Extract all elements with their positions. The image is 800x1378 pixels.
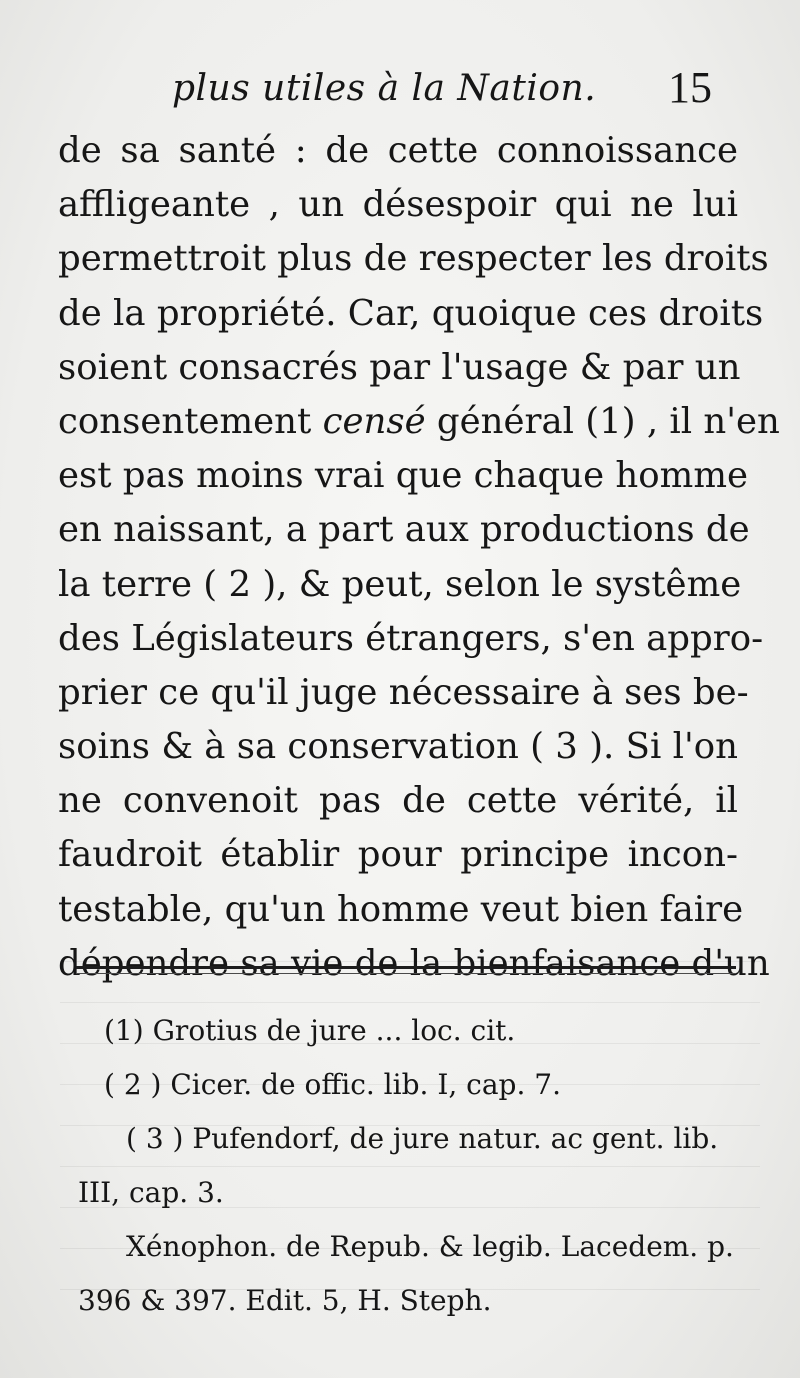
- text-line: soient consacrés par l'usage & par un: [58, 346, 741, 388]
- text-segment: général (1) , il n'en: [436, 400, 780, 442]
- text-line: dépendre sa vie de la bienfaisance d'un: [58, 942, 770, 984]
- text-line: permettroit plus de respecter les droits: [58, 238, 769, 280]
- text-line: prier ce qu'il juge nécessaire à ses be-: [58, 671, 749, 713]
- footnote-1: (1) Grotius de jure ... loc. cit.: [104, 1014, 516, 1047]
- footnotes: [78, 1004, 758, 1328]
- text-line: testable, qu'un homme veut bien faire: [58, 888, 744, 930]
- footnote-3-xenophon: Xénophon. de Repub. & legib. Lacedem. p.: [126, 1230, 734, 1263]
- running-title: plus utiles à la Nation.: [172, 68, 597, 109]
- page-number: 15: [668, 63, 712, 112]
- footnote-3-edition: 396 & 397. Edit. 5, H. Steph.: [78, 1284, 492, 1317]
- text-line: faudroit établir pour principe incon-: [58, 834, 738, 876]
- italic-word: censé: [322, 400, 426, 442]
- text-line: la terre ( 2 ), & peut, selon le systême: [58, 563, 742, 605]
- footnote-3: ( 3 ) Pufendorf, de jure natur. ac gent. lib.: [126, 1122, 719, 1155]
- footnote-3-continuation: III, cap. 3.: [78, 1176, 224, 1209]
- body-text: [58, 124, 780, 991]
- text-line: des Législateurs étrangers, s'en appro-: [58, 617, 764, 659]
- text-line: soins & à sa conservation ( 3 ). Si l'on: [58, 726, 738, 768]
- text-line: affligeante , un désespoir qui ne lui: [58, 184, 738, 226]
- text-line: est pas moins vrai que chaque homme: [58, 455, 748, 497]
- text-line: ne convenoit pas de cette vérité, il: [58, 780, 738, 822]
- footnote-2: ( 2 ) Cicer. de offic. lib. I, cap. 7.: [104, 1068, 561, 1101]
- footnote-rule: [76, 966, 736, 969]
- footnote-rule-thin: [76, 973, 736, 974]
- text-line: de la propriété. Car, quoique ces droits: [58, 292, 764, 334]
- text-line: en naissant, a part aux productions de: [58, 509, 750, 551]
- text-segment: consentement: [58, 400, 312, 442]
- text-line: de sa santé : de cette connoissance: [58, 130, 738, 171]
- text-line-with-italic: [58, 395, 780, 449]
- page-header: [0, 62, 800, 122]
